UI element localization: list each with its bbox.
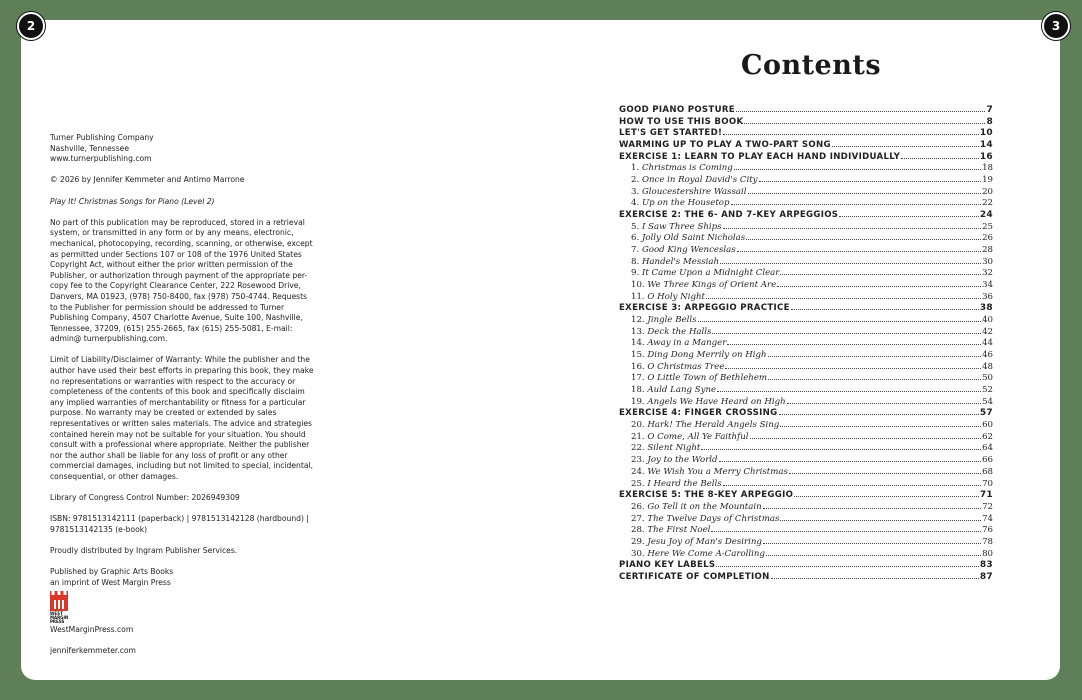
dot-leader xyxy=(719,453,982,462)
publisher-website: www.turnerpublishing.com xyxy=(50,154,152,164)
toc-page-number: 54 xyxy=(982,396,993,407)
toc-song-entry xyxy=(619,161,993,173)
toc-song-entry xyxy=(619,336,993,348)
dot-leader xyxy=(706,290,981,299)
toc-page-number: 60 xyxy=(982,420,993,431)
toc-song-number: 25. xyxy=(631,478,645,489)
toc-song-number: 27. xyxy=(631,513,645,524)
dot-leader xyxy=(744,115,985,124)
dot-leader xyxy=(780,418,981,427)
toc-page-number: 50 xyxy=(982,373,993,384)
toc-page-number: 40 xyxy=(982,315,993,326)
toc-section-entry xyxy=(619,126,993,138)
toc-song-number: 8. xyxy=(631,256,640,267)
svg-text:WEST: WEST xyxy=(50,610,63,616)
toc-page-number: 18 xyxy=(982,163,993,174)
toc-page-number: 87 xyxy=(979,571,993,582)
dot-leader xyxy=(763,500,981,509)
toc-song-entry xyxy=(619,465,993,477)
toc-song-entry xyxy=(619,477,993,489)
toc-entry-title: PIANO KEY LABELS xyxy=(619,560,716,571)
toc-song-entry xyxy=(619,418,993,430)
dot-leader xyxy=(711,523,981,532)
toc-entry-title: Once in Royal David's City xyxy=(641,175,758,186)
dot-leader xyxy=(736,103,985,112)
toc-song-entry xyxy=(619,383,993,395)
published-by: Published by Graphic Arts Books xyxy=(50,567,174,577)
toc-page-number: 80 xyxy=(982,548,993,559)
toc-entry-title: We Wish You a Merry Christmas xyxy=(647,466,788,477)
toc-song-number: 6. xyxy=(631,233,640,244)
toc-entry-title: Gloucestershire Wassail xyxy=(641,186,747,197)
toc-song-entry xyxy=(619,535,993,547)
toc-song-number: 16. xyxy=(631,361,645,372)
toc-page-number: 66 xyxy=(982,455,993,466)
dot-leader xyxy=(789,465,981,474)
toc-entry-title: Jingle Bells xyxy=(647,315,697,326)
toc-page-number: 42 xyxy=(982,326,993,337)
dot-leader xyxy=(768,371,981,380)
toc-entry-title: It Came Upon a Midnight Clear xyxy=(641,268,780,279)
toc-entry-title: GOOD PIANO POSTURE xyxy=(619,105,735,115)
toc-song-number: 10. xyxy=(631,280,645,291)
toc-section-entry xyxy=(619,558,993,570)
toc-song-number: 18. xyxy=(631,385,645,396)
dot-leader xyxy=(737,243,981,252)
toc-song-entry xyxy=(619,173,993,185)
toc-page-number: 25 xyxy=(982,221,993,232)
toc-page-number: 32 xyxy=(982,268,993,279)
dot-leader xyxy=(698,313,982,322)
toc-section-entry xyxy=(619,488,993,500)
toc-page-number: 57 xyxy=(979,408,993,419)
toc-song-number: 13. xyxy=(631,326,645,337)
liability-statement: Limit of Liability/Disclaimer of Warranty: While the publisher and the author have used their best efforts in preparing this book, they make no representations or warranties with respect to the accuracy or completeness of the contents of this book and specifically disclaim any implied warranties of merchantability or fitness for a particular purpose. No warranty may be created or extended by sales representatives or written sales materials. The advice and strategies contained herein may not be suitable for your situation. You should consult with a professional where appropriate. Neither the publisher nor the author shall be liable for any loss of profit or any other commercial damages, including but not limited to special, incidental, consequential, or other damages. xyxy=(50,355,314,481)
toc-page-number: 19 xyxy=(982,175,993,186)
toc-entry-title: The Twelve Days of Christmas xyxy=(647,513,780,524)
toc-section-entry xyxy=(619,301,993,313)
toc-song-number: 22. xyxy=(631,443,645,454)
toc-section-entry xyxy=(619,570,993,582)
toc-song-number: 19. xyxy=(631,396,645,407)
toc-page-number: 8 xyxy=(986,116,993,127)
toc-page-number: 71 xyxy=(979,490,993,501)
dot-leader xyxy=(746,231,981,240)
toc-page-number: 62 xyxy=(982,431,993,442)
toc-page-number: 72 xyxy=(982,501,993,512)
dot-leader xyxy=(759,173,982,182)
toc-song-number: 2. xyxy=(631,175,640,186)
toc-song-entry xyxy=(619,395,993,407)
toc-section-entry xyxy=(619,115,993,127)
toc-song-number: 5. xyxy=(631,221,640,232)
dot-leader xyxy=(901,150,979,159)
toc-song-number: 11. xyxy=(631,291,645,302)
toc-entry-title: CERTIFICATE OF COMPLETION xyxy=(619,571,770,582)
toc-song-entry xyxy=(619,441,993,453)
rights-statement: No part of this publication may be reproduced, stored in a retrieval system, or transmitted in any form or by any means, electronic, mechanical, photocopying, recording, scanning, or otherwise, except as permitted under Sections 107 or 108 of the 1976 United States Copyright Act, without either the prior written permission of the Publisher, or authorization through payment of the appropriate per-copy fee to the Copyright Clearance Center, 222 Rosewood Drive, Danvers, MA 01923, (978) 750-8400, fax (978) 750-4744. Requests to the Publisher for permission should be addressed to Turner Publishing Company, 4507 Charlotte Avenue, Suite 100, Nashville, Tennessee, 37209, (615) 255-2665, fax (615) 255-5081, E-mail: admin@ turnerpublishing.com. xyxy=(50,217,313,344)
toc-page-number: 52 xyxy=(982,385,993,396)
toc-page-number: 78 xyxy=(982,536,993,547)
toc-song-number: 14. xyxy=(631,338,645,349)
toc-entry-title: EXERCISE 1: LEARN TO PLAY EACH HAND INDIVIDUALLY xyxy=(619,151,901,162)
toc-song-entry xyxy=(619,325,993,337)
toc-entry-title: O Holy Night xyxy=(647,291,705,302)
toc-entry-title: Up on the Housetop xyxy=(641,198,730,209)
toc-song-number: 23. xyxy=(631,455,645,466)
toc-song-entry xyxy=(619,512,993,524)
toc-entry-title: I Heard the Bells xyxy=(647,478,722,489)
toc-page-number: 70 xyxy=(982,478,993,489)
toc-page-number: 44 xyxy=(982,338,993,349)
toc-page-number: 24 xyxy=(979,210,993,221)
isbn-line: ISBN: 9781513142111 (paperback) | 9781513142128 (hardbound) | 9781513142135 (e-book) xyxy=(50,514,309,534)
toc-entry-title: Hark! The Herald Angels Sing xyxy=(647,420,780,431)
toc-page-number: 76 xyxy=(982,525,993,536)
toc-entry-title: Away in a Manger xyxy=(647,338,727,349)
copyright-line: © 2026 by Jennifer Kemmeter and Antimo Marrone xyxy=(50,175,245,185)
toc-song-entry xyxy=(619,313,993,325)
toc-page-number: 10 xyxy=(979,128,993,139)
toc-entry-title: Christmas is Coming xyxy=(641,163,733,174)
toc-song-number: 20. xyxy=(631,420,645,431)
loc-number: Library of Congress Control Number: 2026949309 xyxy=(50,493,240,503)
toc-song-entry xyxy=(619,231,993,243)
toc-song-number: 12. xyxy=(631,315,645,326)
book-title: Play It! Christmas Songs for Piano (Level 2) xyxy=(50,196,215,206)
toc-entry-title: EXERCISE 5: THE 8-KEY ARPEGGIO xyxy=(619,490,794,501)
toc-page-number: 14 xyxy=(979,140,993,151)
toc-song-number: 15. xyxy=(631,350,645,361)
toc-page-number: 34 xyxy=(982,280,993,291)
dot-leader xyxy=(839,208,979,217)
table-of-contents xyxy=(619,103,993,582)
toc-entry-title: Joy to the World xyxy=(647,455,718,466)
toc-section-entry xyxy=(619,208,993,220)
toc-page-number: 36 xyxy=(982,291,993,302)
toc-entry-title: The First Noel xyxy=(647,525,711,536)
dot-leader xyxy=(750,430,982,439)
toc-page-number: 22 xyxy=(982,198,993,209)
toc-section-entry xyxy=(619,138,993,150)
dot-leader xyxy=(771,570,979,579)
dot-leader xyxy=(717,383,981,392)
west-margin-press-logo xyxy=(50,591,68,623)
toc-song-entry xyxy=(619,348,993,360)
toc-entry-title: O Christmas Tree xyxy=(647,361,725,372)
toc-entry-title: Jolly Old Saint Nicholas xyxy=(641,233,746,244)
toc-entry-title: Here We Come A-Carolling xyxy=(647,548,765,559)
toc-section-entry xyxy=(619,150,993,162)
toc-song-entry xyxy=(619,500,993,512)
toc-page-number: 46 xyxy=(982,350,993,361)
dot-leader xyxy=(725,360,981,369)
toc-song-number: 30. xyxy=(631,548,645,559)
toc-entry-title: LET'S GET STARTED! xyxy=(619,128,723,139)
dot-leader xyxy=(779,406,979,415)
toc-song-entry xyxy=(619,360,993,372)
toc-page-number: 26 xyxy=(982,233,993,244)
toc-page-number: 28 xyxy=(982,245,993,256)
toc-song-number: 3. xyxy=(631,186,640,197)
toc-song-entry xyxy=(619,185,993,197)
dot-leader xyxy=(780,512,981,521)
toc-song-number: 29. xyxy=(631,536,645,547)
toc-page-number: 20 xyxy=(982,186,993,197)
dot-leader xyxy=(794,488,979,497)
toc-entry-title: HOW TO USE THIS BOOK xyxy=(619,116,744,127)
contents-title: Contents xyxy=(740,50,882,81)
dot-leader xyxy=(723,220,982,229)
svg-text:MARGIN: MARGIN xyxy=(50,614,68,620)
toc-entry-title: Handel's Messiah xyxy=(641,256,720,267)
toc-song-entry xyxy=(619,220,993,232)
dot-leader xyxy=(720,255,981,264)
toc-song-entry xyxy=(619,266,993,278)
author-website: jenniferkemmeter.com xyxy=(50,645,136,655)
dot-leader xyxy=(787,395,981,404)
toc-song-entry xyxy=(619,255,993,267)
toc-entry-title: We Three Kings of Orient Are xyxy=(647,280,777,291)
dot-leader xyxy=(768,348,982,357)
svg-text:PRESS: PRESS xyxy=(50,618,65,623)
dot-leader xyxy=(748,185,982,194)
toc-page-number: 16 xyxy=(979,151,993,162)
dot-leader xyxy=(734,161,981,170)
wmp-website: WestMarginPress.com xyxy=(50,624,134,634)
toc-entry-title: Go Tell it on the Mountain xyxy=(647,501,762,512)
dot-leader xyxy=(791,301,979,310)
toc-entry-title: Good King Wenceslas xyxy=(641,245,736,256)
toc-entry-title: O Come, All Ye Faithful xyxy=(647,431,749,442)
toc-entry-title: Auld Lang Syne xyxy=(647,385,717,396)
toc-song-number: 4. xyxy=(631,198,640,209)
toc-song-entry xyxy=(619,290,993,302)
toc-entry-title: Jesu Joy of Man's Desiring xyxy=(647,536,762,547)
toc-song-number: 21. xyxy=(631,431,645,442)
toc-entry-title: Silent Night xyxy=(647,443,701,454)
toc-entry-title: Ding Dong Merrily on High xyxy=(647,350,767,361)
toc-song-entry xyxy=(619,523,993,535)
toc-page-number: 30 xyxy=(982,256,993,267)
toc-entry-title: Deck the Halls xyxy=(647,326,712,337)
toc-song-entry xyxy=(619,430,993,442)
toc-song-number: 7. xyxy=(631,245,640,256)
page-number-left: 2 xyxy=(17,12,45,40)
dot-leader xyxy=(780,266,981,275)
toc-song-entry xyxy=(619,196,993,208)
dot-leader xyxy=(716,558,978,567)
toc-song-number: 28. xyxy=(631,525,645,536)
copyright-block xyxy=(50,133,316,667)
dot-leader xyxy=(763,535,981,544)
toc-page-number: 83 xyxy=(979,560,993,571)
dot-leader xyxy=(832,138,979,147)
publisher-city: Nashville, Tennessee xyxy=(50,143,129,153)
toc-entry-title: O Little Town of Bethlehem xyxy=(647,373,768,384)
toc-song-number: 9. xyxy=(631,268,640,279)
dot-leader xyxy=(731,196,982,205)
toc-page-number: 68 xyxy=(982,466,993,477)
toc-entry-title: EXERCISE 3: ARPEGGIO PRACTICE xyxy=(619,303,790,314)
toc-song-entry xyxy=(619,243,993,255)
toc-entry-title: I Saw Three Ships xyxy=(641,221,722,232)
dot-leader xyxy=(701,441,981,450)
dot-leader xyxy=(712,325,981,334)
toc-page-number: 64 xyxy=(982,443,993,454)
dot-leader xyxy=(777,278,981,287)
toc-page-number: 7 xyxy=(986,105,993,115)
toc-song-entry xyxy=(619,453,993,465)
toc-page-number: 38 xyxy=(979,303,993,314)
toc-song-entry xyxy=(619,547,993,559)
dot-leader xyxy=(723,477,981,486)
toc-page-number: 74 xyxy=(982,513,993,524)
publisher-name: Turner Publishing Company xyxy=(50,133,154,142)
toc-page-number: 48 xyxy=(982,361,993,372)
toc-song-number: 24. xyxy=(631,466,645,477)
toc-song-entry xyxy=(619,371,993,383)
toc-section-entry xyxy=(619,406,993,418)
dot-leader xyxy=(766,547,981,556)
toc-entry-title: WARMING UP TO PLAY A TWO-PART SONG xyxy=(619,140,831,151)
imprint-line: an imprint of West Margin Press xyxy=(50,577,171,587)
distribution-line: Proudly distributed by Ingram Publisher Services. xyxy=(50,546,238,556)
toc-entry-title: EXERCISE 4: FINGER CROSSING xyxy=(619,408,778,419)
toc-song-number: 26. xyxy=(631,501,645,512)
toc-entry-title: EXERCISE 2: THE 6- AND 7-KEY ARPEGGIOS xyxy=(619,210,839,221)
toc-song-number: 1. xyxy=(631,163,640,174)
toc-song-entry xyxy=(619,278,993,290)
dot-leader xyxy=(727,336,981,345)
dot-leader xyxy=(723,126,979,135)
toc-song-number: 17. xyxy=(631,373,645,384)
toc-section-entry xyxy=(619,103,993,115)
toc-entry-title: Angels We Have Heard on High xyxy=(647,396,786,407)
page-number-right: 3 xyxy=(1042,12,1070,40)
